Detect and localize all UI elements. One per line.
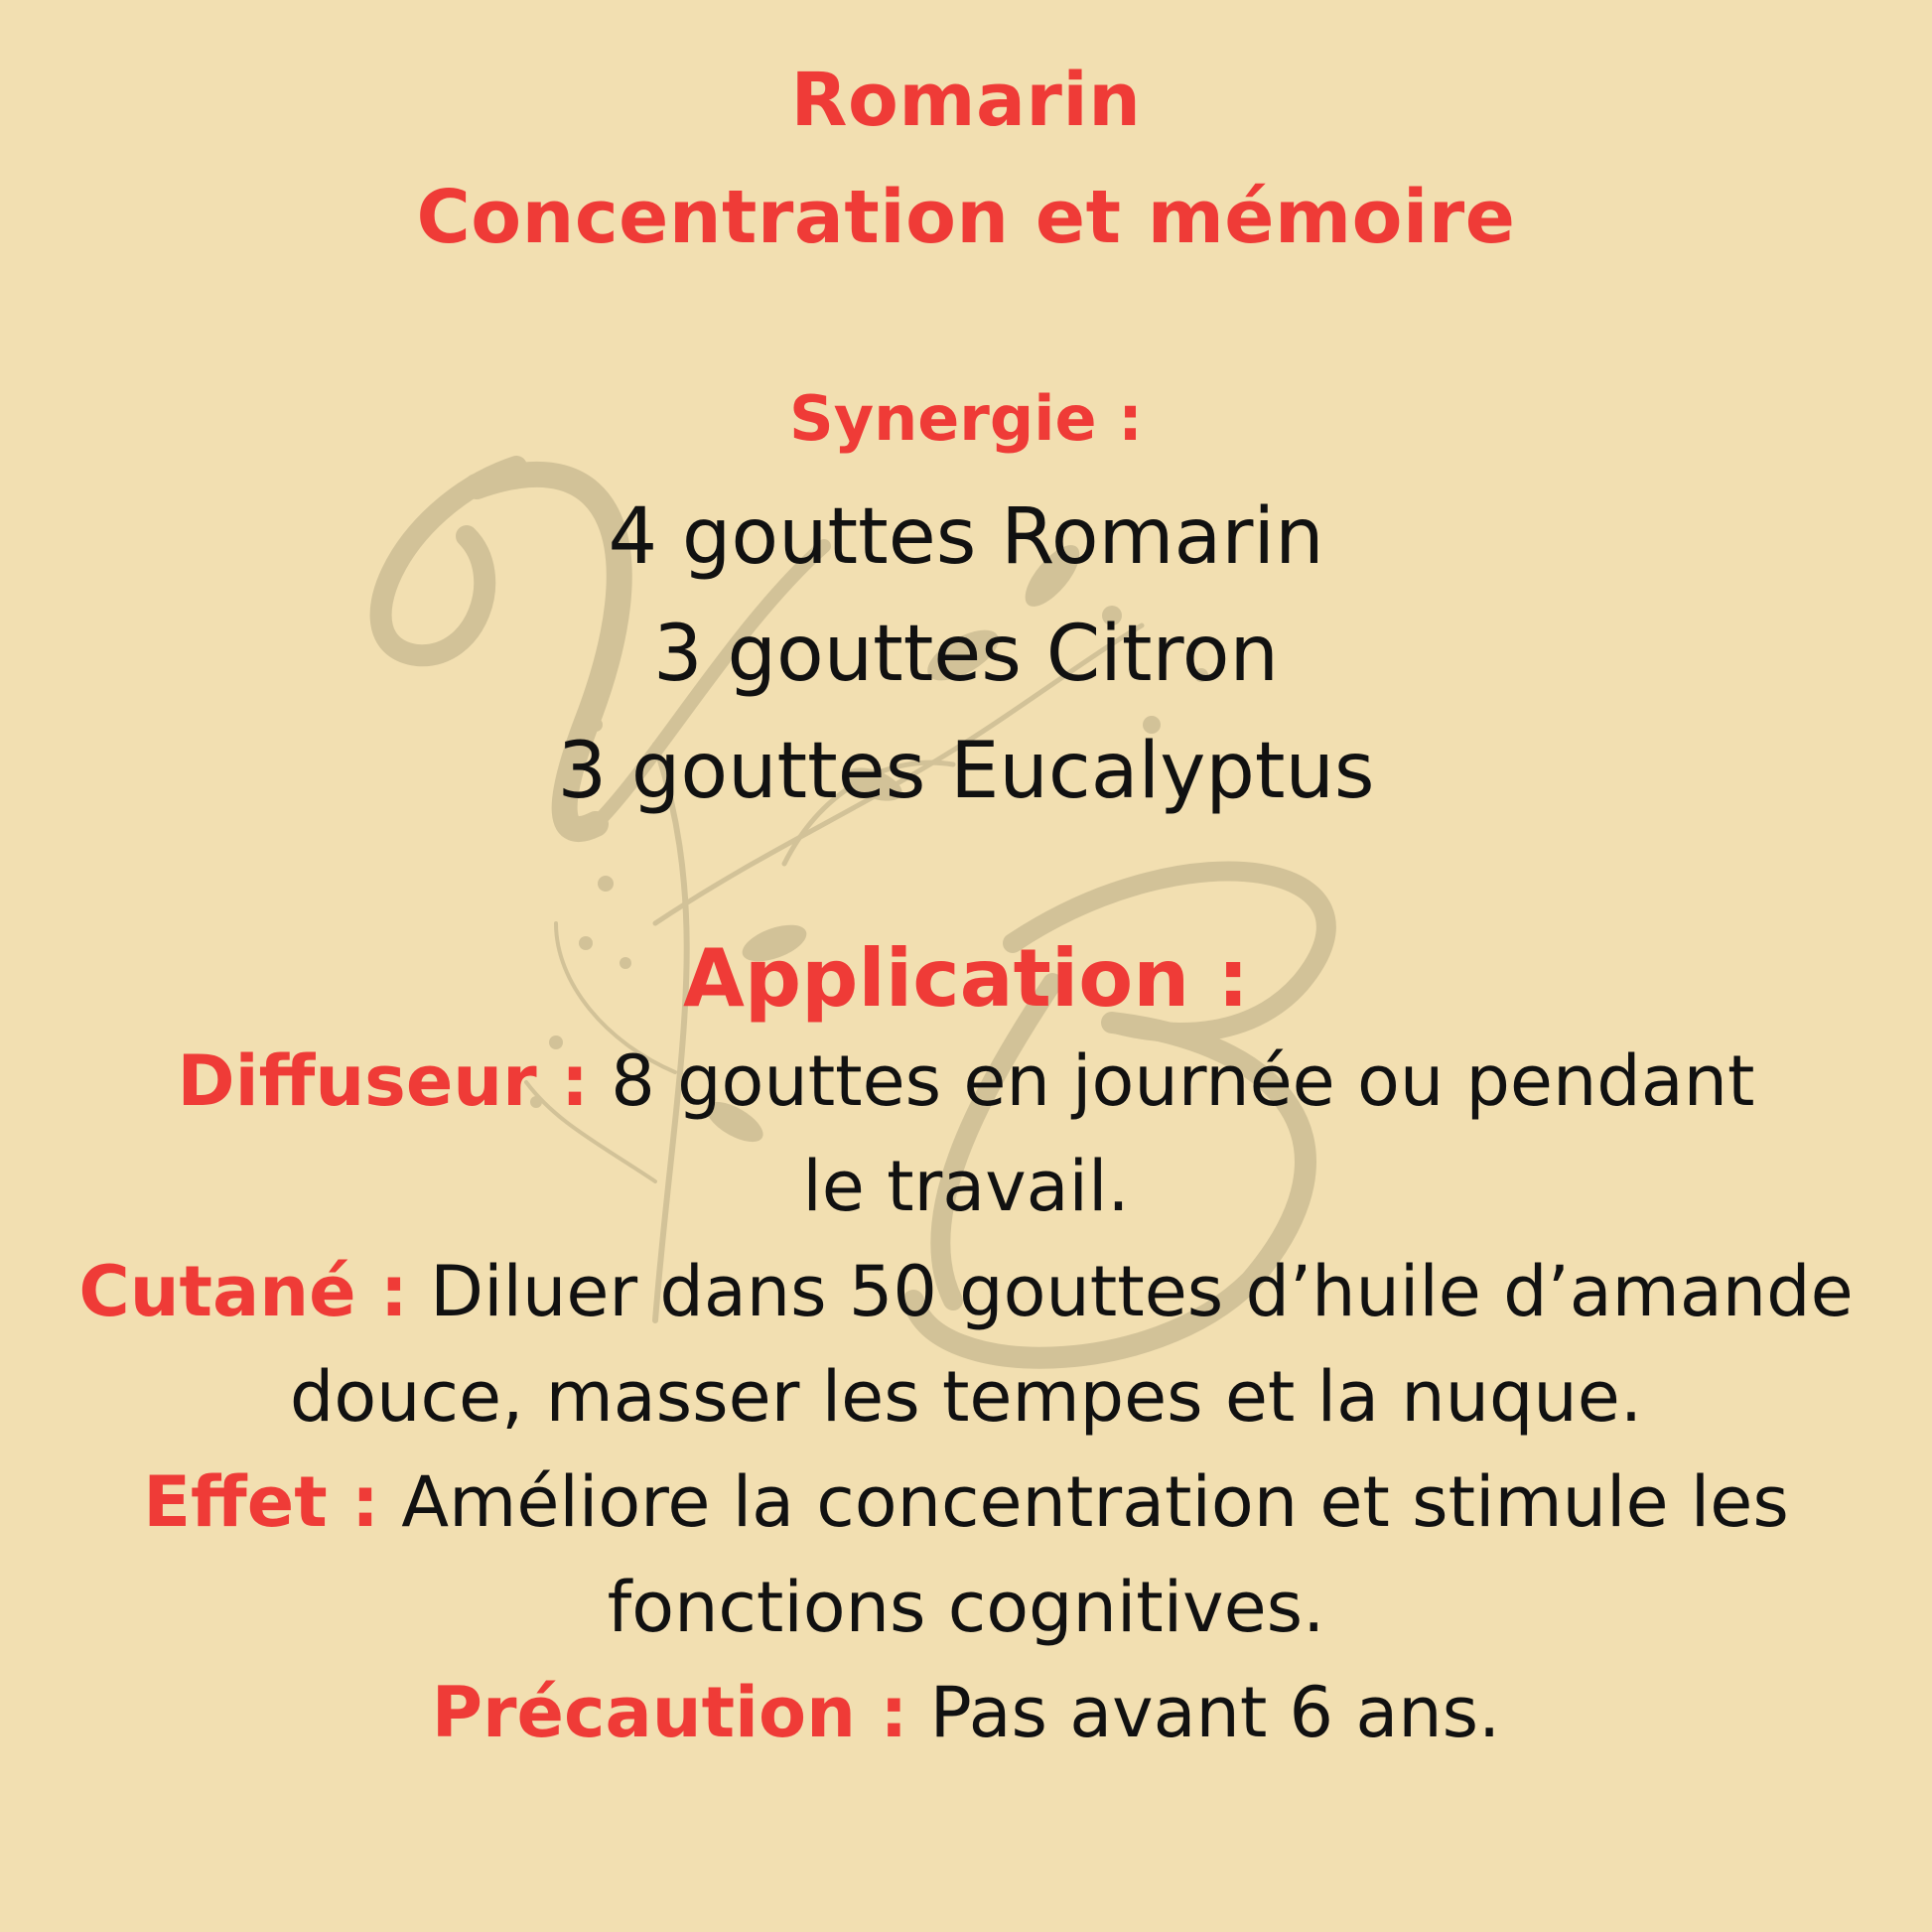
ingredient-item: 3 gouttes Eucalyptus — [557, 727, 1375, 816]
application-heading: Application : — [682, 932, 1250, 1025]
diffuseur-text: 8 gouttes en journée ou pendant — [589, 1040, 1755, 1122]
cutane-line — [0, 1239, 1932, 1344]
cutane-label: Cutané : — [78, 1251, 408, 1332]
effet-line-2: fonctions cognitives. — [607, 1567, 1325, 1648]
precaution-label: Précaution : — [431, 1672, 908, 1753]
ingredient-item: 4 gouttes Romarin — [608, 492, 1324, 582]
ingredient-item: 3 gouttes Citron — [653, 610, 1279, 699]
diffuseur-label: Diffuseur : — [177, 1040, 590, 1122]
precaution-line — [0, 1660, 1932, 1765]
diffuseur-line-2: le travail. — [802, 1146, 1130, 1227]
cutane-line-2: douce, masser les tempes et la nuque. — [289, 1356, 1643, 1438]
page-subtitle: Concentration et mémoire — [416, 175, 1516, 260]
cutane-text: Diluer dans 50 gouttes d’huile d’amande — [407, 1251, 1854, 1332]
synergie-heading: Synergie : — [789, 382, 1143, 455]
effet-line — [0, 1449, 1932, 1555]
precaution-text: Pas avant 6 ans. — [907, 1672, 1501, 1753]
effet-label: Effet : — [143, 1461, 380, 1543]
page-title: Romarin — [790, 58, 1142, 143]
diffuseur-line — [0, 1029, 1932, 1134]
effet-text: Améliore la concentration et stimule les — [379, 1461, 1789, 1543]
